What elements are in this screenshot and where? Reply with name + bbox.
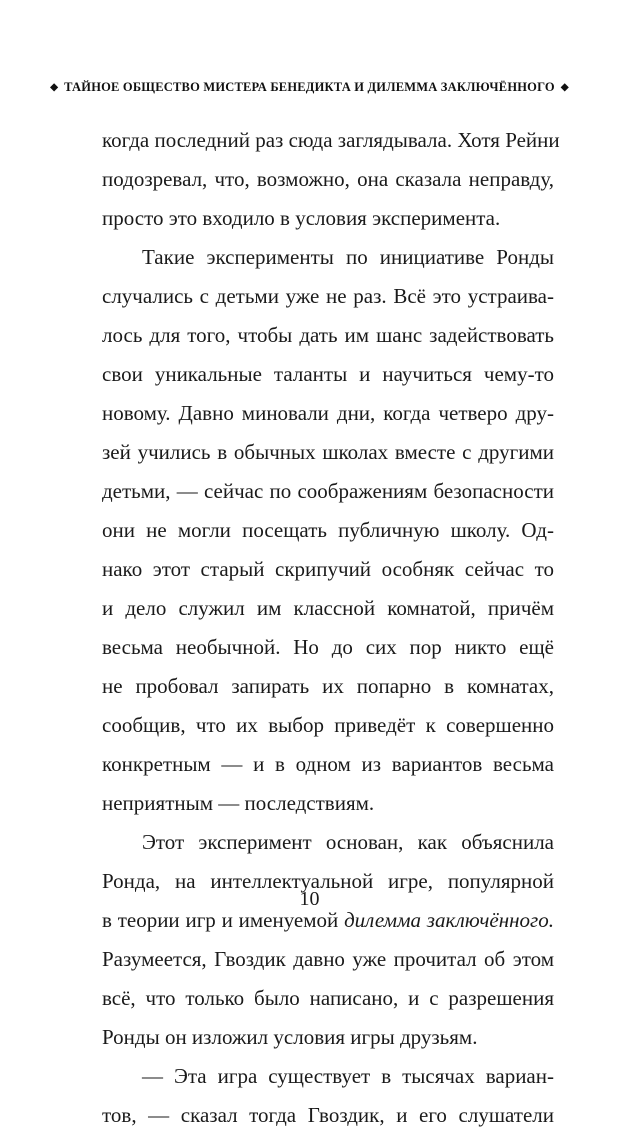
diamond-ornament-icon: ◆ <box>560 82 569 93</box>
text-fragment: в теории игр и именуемой <box>102 908 345 932</box>
running-header <box>0 80 619 95</box>
text-line: конкретным — и в одном из вариантов весьма <box>102 752 554 776</box>
text-line: случались с детьми уже не раз. Всё это устраива- <box>102 284 554 308</box>
text-line: нако этот старый скрипучий особняк сейчас то <box>102 557 554 581</box>
text-line: не пробовал запирать их попарно в комнатах, <box>102 674 554 698</box>
page-number: 10 <box>299 888 320 910</box>
body-text <box>102 121 560 1135</box>
text-line: когда последний раз сюда заглядывала. Хотя Рейни <box>102 128 560 152</box>
text-line: Ронды он изложил условия игры друзьям. <box>102 1025 478 1049</box>
text-line: зей учились в обычных школах вместе с другими <box>102 440 554 464</box>
text-line: Ронда, на интеллектуальной игре, популярной <box>102 869 554 893</box>
text-line: тов, — сказал тогда Гвоздик, и его слушатели <box>102 1103 554 1127</box>
text-line: просто это входило в условия эксперимента. <box>102 206 501 230</box>
text-line: свои уникальные таланты и научиться чему-то <box>102 362 554 386</box>
text-line: детьми, — сейчас по соображениям безопасности <box>102 479 554 503</box>
text-line: Этот эксперимент основан, как объяснила <box>142 830 554 854</box>
text-line: всё, что только было написано, и с разрешения <box>102 986 554 1010</box>
text-line: новому. Давно миновали дни, когда четверо дру- <box>102 401 554 425</box>
text-line: весьма необычной. Но до сих пор никто ещё <box>102 635 554 659</box>
text-line: лось для того, чтобы дать им шанс задействовать <box>102 323 554 347</box>
text-line: неприятным — последствиям. <box>102 791 375 815</box>
text-line: они не могли посещать публичную школу. Од- <box>102 518 554 542</box>
text-line: подозревал, что, возможно, она сказала неправду, <box>102 167 554 191</box>
diamond-ornament-icon: ◆ <box>50 82 59 93</box>
text-line: Такие эксперименты по инициативе Ронды <box>142 245 554 269</box>
text-line: Разумеется, Гвоздик давно уже прочитал об этом <box>102 947 554 971</box>
italic-term: дилемма заключённого. <box>344 908 554 932</box>
text-line: — Эта игра существует в тысячах вариан- <box>142 1064 554 1088</box>
text-line: и дело служил им классной комнатой, причём <box>102 596 554 620</box>
running-header-title: ТАЙНОЕ ОБЩЕСТВО МИСТЕРА БЕНЕДИКТА И ДИЛЕММА ЗАКЛЮЧЁННОГО <box>64 80 555 94</box>
text-line: сообщив, что их выбор приведёт к совершенно <box>102 713 554 737</box>
